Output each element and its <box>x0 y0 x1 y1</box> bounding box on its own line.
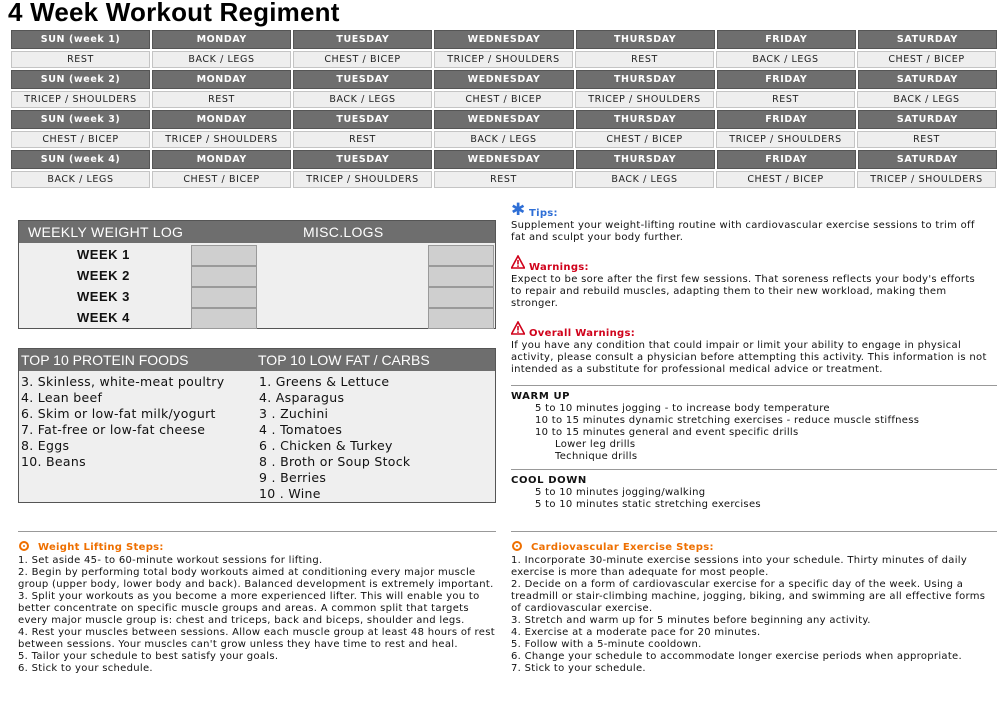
schedule-header: TUESDAY <box>293 70 432 89</box>
schedule-header: WEDNESDAY <box>434 150 573 169</box>
list-item: 1. Incorporate 30-minute exercise sessions into your schedule. Thirty minutes of daily exercise is more than adequate for most people. <box>511 555 968 578</box>
schedule-grid <box>11 30 997 190</box>
schedule-cell: REST <box>11 51 150 68</box>
schedule-header: TUESDAY <box>293 150 432 169</box>
list-item: 1. Set aside 45- to 60-minute workout sessions for lifting. <box>18 555 323 566</box>
list-item: 3. Skinless, white-meat poultry <box>21 374 225 389</box>
schedule-header: WEDNESDAY <box>434 70 573 89</box>
overall-warnings-note <box>511 325 989 376</box>
warnings-label: Warnings: <box>529 262 589 273</box>
weight-log-header <box>19 221 495 243</box>
list-item: 7. Stick to your schedule. <box>511 663 646 674</box>
schedule-cell: CHEST / BICEP <box>152 171 291 188</box>
list-item: 4. Exercise at a moderate pace for 20 minutes. <box>511 627 761 638</box>
schedule-cell: REST <box>716 91 855 108</box>
schedule-header: SUN (week 2) <box>11 70 150 89</box>
misc-logs-heading: MISC.LOGS <box>303 224 384 240</box>
schedule-cell: BACK / LEGS <box>716 51 855 68</box>
list-item: 8. Eggs <box>21 438 70 453</box>
schedule-header: TUESDAY <box>293 30 432 49</box>
warmup-line: 5 to 10 minutes jogging - to increase body temperature <box>535 403 830 414</box>
week-label: WEEK 3 <box>77 289 130 304</box>
list-item: 5. Tailor your schedule to best satisfy your goals. <box>18 651 279 662</box>
list-item: 6. Change your schedule to accommodate longer exercise periods when appropriate. <box>511 651 962 662</box>
schedule-header: TUESDAY <box>293 110 432 129</box>
schedule-cell: BACK / LEGS <box>434 131 573 148</box>
protein-heading: TOP 10 PROTEIN FOODS <box>21 352 189 368</box>
weight-lifting-steps <box>18 542 498 675</box>
schedule-cell: REST <box>575 51 714 68</box>
misc-log-field[interactable] <box>428 266 494 287</box>
schedule-header-row-week-1 <box>11 30 997 49</box>
warnings-text: Expect to be sore after the first few sessions. That soreness reflects your body's efforts to repair and rebuild muscles, adapting them to their new workload, making them stronger. <box>511 274 976 309</box>
tips-text: Supplement your weight-lifting routine with cardiovascular exercise sessions to trim off fat and sculpt your body further. <box>511 220 975 243</box>
overall-warnings-text: If you have any condition that could impair or limit your ability to engage in physical activity, please consult a physician before attempting this activity. This information is not intended as a substitute for professional medical advice or treatment. <box>511 340 987 375</box>
schedule-header-row-week-4 <box>11 150 997 169</box>
list-item: 10. Beans <box>21 454 86 469</box>
schedule-header: MONDAY <box>152 150 291 169</box>
week-label: WEEK 1 <box>77 247 130 262</box>
warnings-note <box>511 259 989 310</box>
schedule-day-row-week-4 <box>11 171 997 188</box>
schedule-header: SATURDAY <box>858 30 997 49</box>
list-item: 6. Skim or low-fat milk/yogurt <box>21 406 216 421</box>
schedule-header: MONDAY <box>152 110 291 129</box>
schedule-cell: TRICEP / SHOULDERS <box>857 171 996 188</box>
list-item: 2. Decide on a form of cardiovascular exercise for a specific day of the week. Using a treadmill or stair-climbing machine, jogging, biking, and swimming are all effective forms of cardiovascular exercise. <box>511 579 986 614</box>
schedule-cell: BACK / LEGS <box>11 171 150 188</box>
warmup-subline: Technique drills <box>555 451 638 462</box>
tips-note <box>511 200 989 244</box>
schedule-cell: TRICEP / SHOULDERS <box>575 91 714 108</box>
misc-log-field[interactable] <box>428 245 494 266</box>
week-label: WEEK 2 <box>77 268 130 283</box>
foods-panel <box>18 348 496 503</box>
misc-log-field[interactable] <box>428 308 494 329</box>
warmup-heading: WARM UP <box>511 391 571 402</box>
schedule-cell: TRICEP / SHOULDERS <box>434 51 573 68</box>
schedule-cell: CHEST / BICEP <box>11 131 150 148</box>
schedule-cell: CHEST / BICEP <box>716 171 855 188</box>
list-item: 6 . Chicken & Turkey <box>259 438 393 453</box>
divider <box>511 469 997 470</box>
warning-triangle-icon <box>511 321 525 335</box>
misc-log-field[interactable] <box>428 287 494 308</box>
list-item: 4. Rest your muscles between sessions. Allow each muscle group at least 48 hours of rest between sessions. Your muscles can't grow unless they have time to rest and heal. <box>18 627 495 650</box>
tips-label: Tips: <box>529 208 558 219</box>
schedule-cell: TRICEP / SHOULDERS <box>716 131 855 148</box>
cooldown-section <box>511 475 761 511</box>
schedule-header: WEDNESDAY <box>434 30 573 49</box>
cardio-steps <box>511 542 991 675</box>
schedule-header: SATURDAY <box>858 150 997 169</box>
lowfat-heading: TOP 10 LOW FAT / CARBS <box>258 352 430 368</box>
asterisk-icon: ✱ <box>511 200 526 220</box>
warmup-line: 10 to 15 minutes general and event specific drills <box>535 427 799 438</box>
schedule-header: SUN (week 4) <box>11 150 150 169</box>
list-item: 7. Fat-free or low-fat cheese <box>21 422 206 437</box>
schedule-header: FRIDAY <box>717 150 856 169</box>
list-item: 2. Begin by performing total body workouts aimed at conditioning every major muscle group (upper body, lower body and back). Balanced development is extremely important. <box>18 567 494 590</box>
divider <box>18 531 496 532</box>
schedule-cell: CHEST / BICEP <box>434 91 573 108</box>
schedule-header: SUN (week 1) <box>11 30 150 49</box>
list-item: 3. Split your workouts as you become a more experienced lifter. This will enable you to better concentrate on specific muscle groups and areas. A common split that targets every major muscle group is: chest and triceps, back and biceps, shoulder and legs. <box>18 591 480 626</box>
schedule-cell: REST <box>857 131 996 148</box>
cooldown-line: 5 to 10 minutes static stretching exercises <box>535 499 761 510</box>
overall-warnings-label: Overall Warnings: <box>529 328 636 339</box>
schedule-header-row-week-2 <box>11 70 997 89</box>
page-title: 4 Week Workout Regiment <box>8 0 340 27</box>
list-item: 10 . Wine <box>259 486 321 501</box>
weight-steps-list <box>18 555 498 675</box>
schedule-cell: CHEST / BICEP <box>293 51 432 68</box>
warning-triangle-icon <box>511 255 525 269</box>
cardio-steps-list <box>511 555 991 675</box>
cooldown-line: 5 to 10 minutes jogging/walking <box>535 487 706 498</box>
list-item: 5. Follow with a 5-minute cooldown. <box>511 639 702 650</box>
schedule-header: THURSDAY <box>576 150 715 169</box>
schedule-cell: REST <box>434 171 573 188</box>
schedule-cell: BACK / LEGS <box>293 91 432 108</box>
weight-entry-field[interactable] <box>191 245 257 266</box>
schedule-day-row-week-3 <box>11 131 997 148</box>
schedule-cell: CHEST / BICEP <box>857 51 996 68</box>
warmup-line: 10 to 15 minutes dynamic stretching exercises - reduce muscle stiffness <box>535 415 920 426</box>
foods-header <box>19 349 495 371</box>
list-item: 3 . Zuchini <box>259 406 329 421</box>
target-icon <box>19 541 29 551</box>
schedule-cell: REST <box>152 91 291 108</box>
schedule-header: FRIDAY <box>717 110 856 129</box>
weight-log-panel <box>18 220 496 329</box>
schedule-cell: TRICEP / SHOULDERS <box>152 131 291 148</box>
list-item: 4 . Tomatoes <box>259 422 343 437</box>
schedule-cell: BACK / LEGS <box>857 91 996 108</box>
protein-list <box>21 374 224 470</box>
list-item: 4. Asparagus <box>259 390 345 405</box>
weight-log-heading: WEEKLY WEIGHT LOG <box>28 224 184 240</box>
weight-steps-heading: Weight Lifting Steps: <box>38 542 164 553</box>
weight-entry-field[interactable] <box>191 308 257 329</box>
divider <box>511 385 997 386</box>
target-icon <box>512 541 522 551</box>
list-item: 8 . Broth or Soup Stock <box>259 454 411 469</box>
list-item: 1. Greens & Lettuce <box>259 374 390 389</box>
schedule-cell: CHEST / BICEP <box>575 131 714 148</box>
schedule-header: FRIDAY <box>717 70 856 89</box>
schedule-day-row-week-2 <box>11 91 997 108</box>
schedule-cell: TRICEP / SHOULDERS <box>11 91 150 108</box>
weight-entry-field[interactable] <box>191 287 257 308</box>
schedule-cell: REST <box>293 131 432 148</box>
schedule-header: SATURDAY <box>858 110 997 129</box>
cooldown-heading: COOL DOWN <box>511 475 587 486</box>
schedule-header: THURSDAY <box>576 110 715 129</box>
schedule-header: MONDAY <box>152 70 291 89</box>
schedule-cell: TRICEP / SHOULDERS <box>293 171 432 188</box>
divider <box>511 531 997 532</box>
list-item: 3. Stretch and warm up for 5 minutes before beginning any activity. <box>511 615 871 626</box>
schedule-day-row-week-1 <box>11 51 997 68</box>
schedule-header-row-week-3 <box>11 110 997 129</box>
cardio-steps-heading: Cardiovascular Exercise Steps: <box>531 542 714 553</box>
schedule-header: THURSDAY <box>576 30 715 49</box>
schedule-header: MONDAY <box>152 30 291 49</box>
warmup-subline: Lower leg drills <box>555 439 636 450</box>
warmup-section <box>511 391 919 463</box>
schedule-header: FRIDAY <box>717 30 856 49</box>
schedule-cell: BACK / LEGS <box>152 51 291 68</box>
weight-entry-field[interactable] <box>191 266 257 287</box>
list-item: 4. Lean beef <box>21 390 103 405</box>
schedule-header: SATURDAY <box>858 70 997 89</box>
lowfat-list <box>259 374 410 502</box>
list-item: 9 . Berries <box>259 470 327 485</box>
schedule-cell: BACK / LEGS <box>575 171 714 188</box>
list-item: 6. Stick to your schedule. <box>18 663 153 674</box>
schedule-header: SUN (week 3) <box>11 110 150 129</box>
schedule-header: WEDNESDAY <box>434 110 573 129</box>
week-label: WEEK 4 <box>77 310 130 325</box>
schedule-header: THURSDAY <box>576 70 715 89</box>
